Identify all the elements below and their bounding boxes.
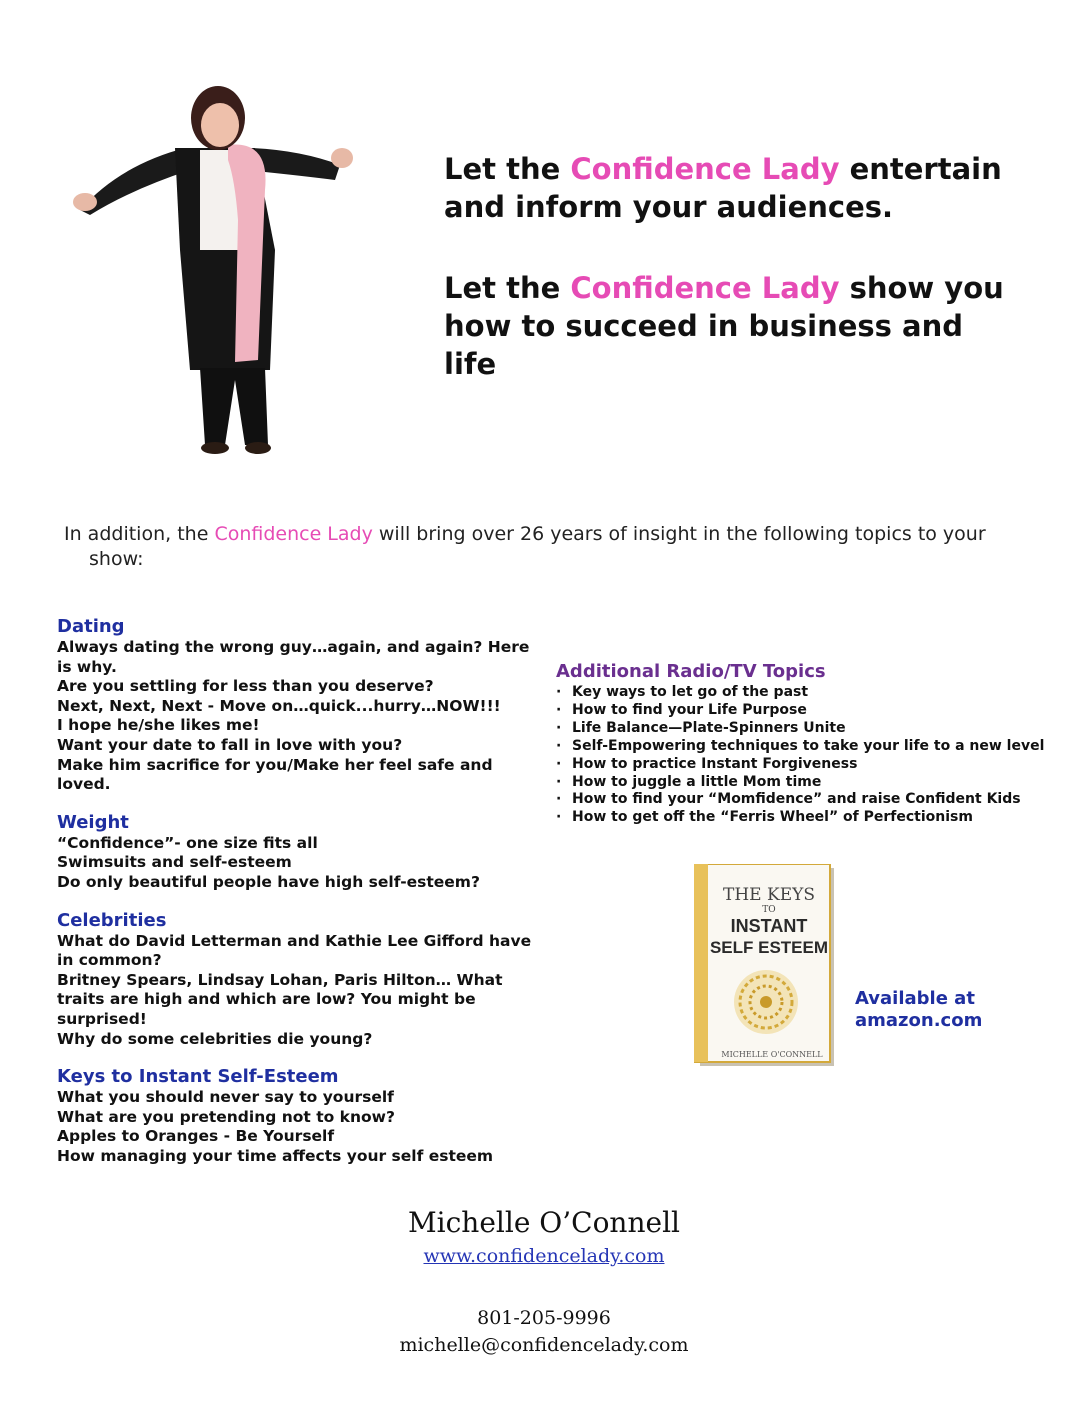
bullet-icon: · [556, 773, 562, 790]
additional-topic-item: · Key ways to let go of the past [556, 684, 809, 700]
svg-text:THE KEYS: THE KEYS [723, 885, 815, 905]
speaker-photo [60, 70, 360, 460]
phone-number: 801-205-9996 [477, 1307, 611, 1329]
topic-line: Make him sacrifice for you/Make her feel safe and loved. [57, 755, 493, 794]
topic-section [57, 812, 547, 893]
website-link[interactable]: www.confidencelady.com [423, 1245, 665, 1267]
bullet-icon: · [556, 809, 562, 826]
topic-section [57, 1066, 547, 1166]
topic-line: What are you pretending not to know? [57, 1107, 395, 1126]
brand-name: Confidence Lady [570, 271, 840, 305]
topic-line: Are you settling for less than you deserve? [57, 677, 434, 696]
brand-name: Confidence Lady [570, 152, 840, 186]
svg-text:SELF ESTEEM: SELF ESTEEM [709, 938, 829, 957]
bullet-icon: · [556, 737, 562, 754]
topic-line: Next, Next, Next - Move on…quick...hurry…NOW!!! [57, 696, 501, 715]
bullet-icon: · [556, 755, 562, 772]
bullet-icon: · [556, 719, 562, 736]
contact-footer [0, 1198, 1088, 1358]
topics-column [57, 616, 547, 1183]
topic-section [57, 616, 547, 795]
additional-topic-item: · How to find your Life Purpose [556, 701, 807, 718]
intro-paragraph: In addition, the Confidence Lady will bring over 26 years of insight in the following topics to your show: [64, 523, 986, 570]
topic-line: I hope he/she likes me! [57, 716, 260, 735]
additional-topic-item: · Self-Empowering techniques to take your life to a new level [556, 737, 1045, 754]
topic-section-title: Celebrities [57, 909, 167, 931]
headline-succeed: Let the Confidence Lady show you how to succeed in business and life [444, 271, 1004, 381]
additional-topic-item: · How to juggle a little Mom time [556, 773, 822, 790]
svg-text:INSTANT: INSTANT [730, 916, 808, 936]
additional-topic-item: · How to get off the “Ferris Wheel” of Perfectionism [556, 809, 973, 826]
brand-name: Confidence Lady [214, 523, 373, 545]
topic-line: “Confidence”- one size fits all [57, 833, 318, 852]
additional-topic-item: · How to practice Instant Forgiveness [556, 755, 858, 772]
topic-line: Always dating the wrong guy…again, and again? Here is why. [57, 638, 530, 676]
additional-topic-item: · Life Balance—Plate-Spinners Unite [556, 719, 846, 736]
topic-line: Apples to Oranges - Be Yourself [57, 1127, 335, 1146]
topic-section-title: Keys to Instant Self-Esteem [57, 1066, 339, 1088]
bullet-icon: · [556, 701, 562, 718]
additional-topics [556, 660, 1056, 827]
additional-topic-item: · How to find your “Momfidence” and raise Confident Kids [556, 791, 1021, 808]
topic-section [57, 910, 547, 1050]
topic-line: Swimsuits and self-esteem [57, 853, 292, 872]
svg-text:TO: TO [762, 905, 776, 915]
additional-topics-list [556, 684, 1056, 827]
headline [444, 150, 1004, 426]
topic-line: What do David Letterman and Kathie Lee Gifford have in common? [57, 931, 532, 970]
email-address: michelle@confidencelady.com [399, 1334, 689, 1356]
topic-line: Do only beautiful people have high self-esteem? [57, 872, 480, 891]
topic-line: Want your date to fall in love with you? [57, 735, 403, 754]
bullet-icon: · [556, 684, 562, 700]
headline-entertain: Let the Confidence Lady entertain and inform your audiences. [444, 152, 1002, 224]
topic-line: How managing your time affects your self esteem [57, 1146, 494, 1165]
topic-line: Britney Spears, Lindsay Lohan, Paris Hilton… What traits are high and which are low? You might be surprised! [57, 970, 503, 1028]
topic-line: What you should never say to yourself [57, 1088, 394, 1107]
additional-topics-title: Additional Radio/TV Topics [556, 661, 826, 682]
topic-section-title: Weight [57, 811, 129, 833]
book-cover [694, 864, 836, 1070]
bullet-icon: · [556, 791, 562, 808]
availability-note: Available at amazon.com [855, 988, 983, 1031]
topic-section-title: Dating [57, 616, 125, 637]
author-name: Michelle O’Connell [408, 1206, 680, 1239]
svg-text:MICHELLE O'CONNELL: MICHELLE O'CONNELL [721, 1050, 823, 1059]
topic-line: Why do some celebrities die young? [57, 1029, 373, 1048]
